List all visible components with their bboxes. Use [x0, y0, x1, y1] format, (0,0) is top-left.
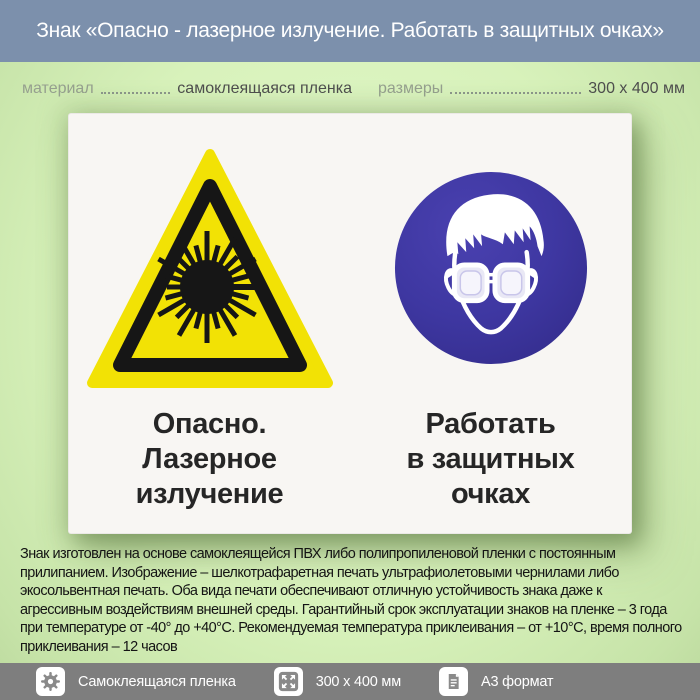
warning-caption-line: Лазерное: [142, 443, 277, 475]
footer-bar: [0, 663, 700, 700]
warning-sign: [69, 114, 350, 533]
format-badge: [439, 667, 553, 696]
mandatory-caption-line: в защитных: [406, 443, 575, 475]
safety-goggles-icon: [392, 169, 590, 367]
mandatory-sign: [350, 114, 631, 533]
product-card: [68, 113, 632, 534]
size-badge: [274, 667, 401, 696]
dotted-leader: [101, 92, 171, 94]
document-icon: [439, 667, 468, 696]
material-label: материал: [22, 80, 94, 97]
size-label: размеры: [378, 80, 444, 97]
warning-caption: [136, 407, 284, 512]
page-title: Знак «Опасно - лазерное излучение. Работать в защитных очках»: [36, 19, 664, 42]
warning-caption-line: излучение: [135, 478, 284, 510]
mandatory-caption: [407, 407, 575, 512]
header-bar: [0, 0, 700, 62]
mandatory-caption-line: очках: [450, 478, 531, 510]
size-spec: [378, 80, 685, 98]
dotted-leader: [450, 92, 581, 94]
warning-caption-line: Опасно.: [152, 408, 267, 440]
specs-row: [0, 62, 700, 112]
material-badge-label: Самоклеящаяся пленка: [78, 673, 236, 690]
description-text: Знак изготовлен на основе самоклеящейся ПВХ либо полипропиленовой пленки с постоянным прилипанием. Изображение – шелкотрафаретная печать ультрафиолетовыми чернилами либо экосольвентная печать. Оба вида печати обеспечивают отличную устойчивость знака даже к агрессивным воздействиям внешней среды. Гарантийный срок эксплуатации знаков на пленке – 3 года при температуре от -40° до +40°С. Рекомендуемая температура приклеивания – от +10°С, время полного приклеивания – 12 часов: [20, 546, 682, 655]
material-spec: [22, 80, 352, 98]
expand-arrows-icon: [274, 667, 303, 696]
laser-warning-triangle-icon: [84, 146, 336, 391]
material-value: самоклеящаяся пленка: [177, 80, 352, 97]
material-badge: [36, 667, 236, 696]
mandatory-caption-line: Работать: [425, 408, 556, 440]
format-badge-label: A3 формат: [480, 673, 554, 690]
gear-icon: [36, 667, 65, 696]
size-value: 300 x 400 мм: [588, 80, 685, 97]
size-badge-label: 300 x 400 мм: [315, 673, 401, 690]
